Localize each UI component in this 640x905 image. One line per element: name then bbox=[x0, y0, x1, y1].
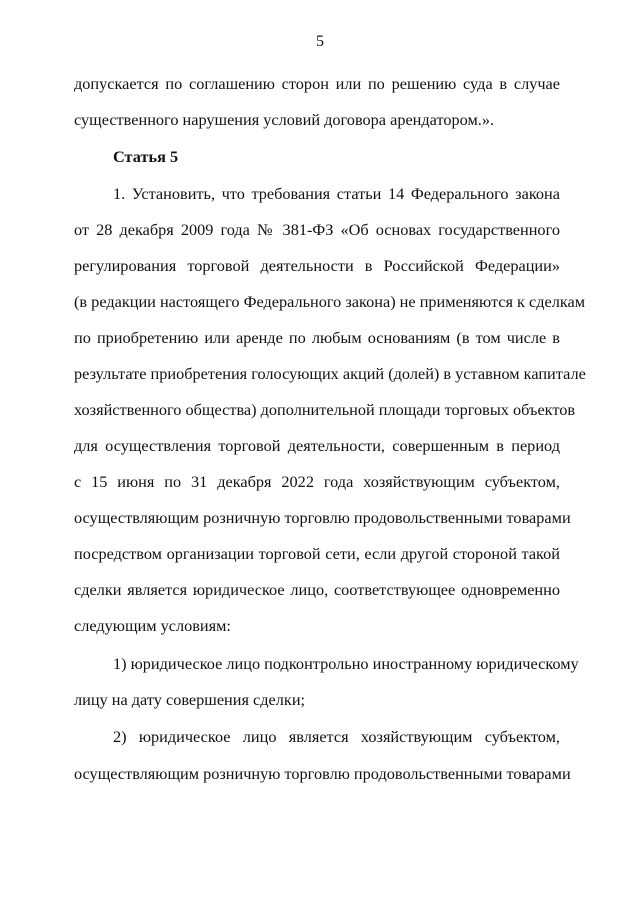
text-line: допускается по соглашению сторон или по решению суда в случае bbox=[74, 74, 560, 93]
article-heading: Статья 5 bbox=[113, 147, 179, 166]
list-item-2-line: осуществляющим розничную торговлю продовольственными товарами bbox=[74, 764, 571, 783]
text-line: для осуществления торговой деятельности, совершенным в период bbox=[74, 436, 560, 455]
text-line: следующим условиям: bbox=[74, 616, 231, 635]
page-number: 5 bbox=[316, 33, 324, 50]
text-line: существенного нарушения условий договора арендатором.». bbox=[74, 110, 495, 129]
text-line: посредством организации торговой сети, если другой стороной такой bbox=[74, 544, 560, 563]
text-line: осуществляющим розничную торговлю продовольственными товарами bbox=[74, 508, 571, 527]
list-item-2-line: 2) юридическое лицо является хозяйствующим субъектом, bbox=[113, 727, 560, 746]
text-line: хозяйственного общества) дополнительной площади торговых объектов bbox=[74, 400, 576, 419]
list-item-1-line: лицу на дату совершения сделки; bbox=[74, 690, 306, 709]
text-line: 1. Установить, что требования статьи 14 Федерального закона bbox=[113, 184, 560, 203]
text-line: регулирования торговой деятельности в Российской Федерации» bbox=[74, 256, 560, 275]
text-line: результате приобретения голосующих акций (долей) в уставном капитале bbox=[74, 364, 586, 383]
text-line: (в редакции настоящего Федерального закона) не применяются к сделкам bbox=[74, 292, 586, 311]
text-line: сделки является юридическое лицо, соответствующее одновременно bbox=[74, 580, 560, 599]
text-line: по приобретению или аренде по любым основаниям (в том числе в bbox=[74, 328, 560, 347]
text-line: с 15 июня по 31 декабря 2022 года хозяйствующим субъектом, bbox=[74, 472, 560, 491]
list-item-1-line: 1) юридическое лицо подконтрольно иностранному юридическому bbox=[113, 654, 579, 673]
text-line: от 28 декабря 2009 года № 381-ФЗ «Об основах государственного bbox=[74, 220, 560, 239]
